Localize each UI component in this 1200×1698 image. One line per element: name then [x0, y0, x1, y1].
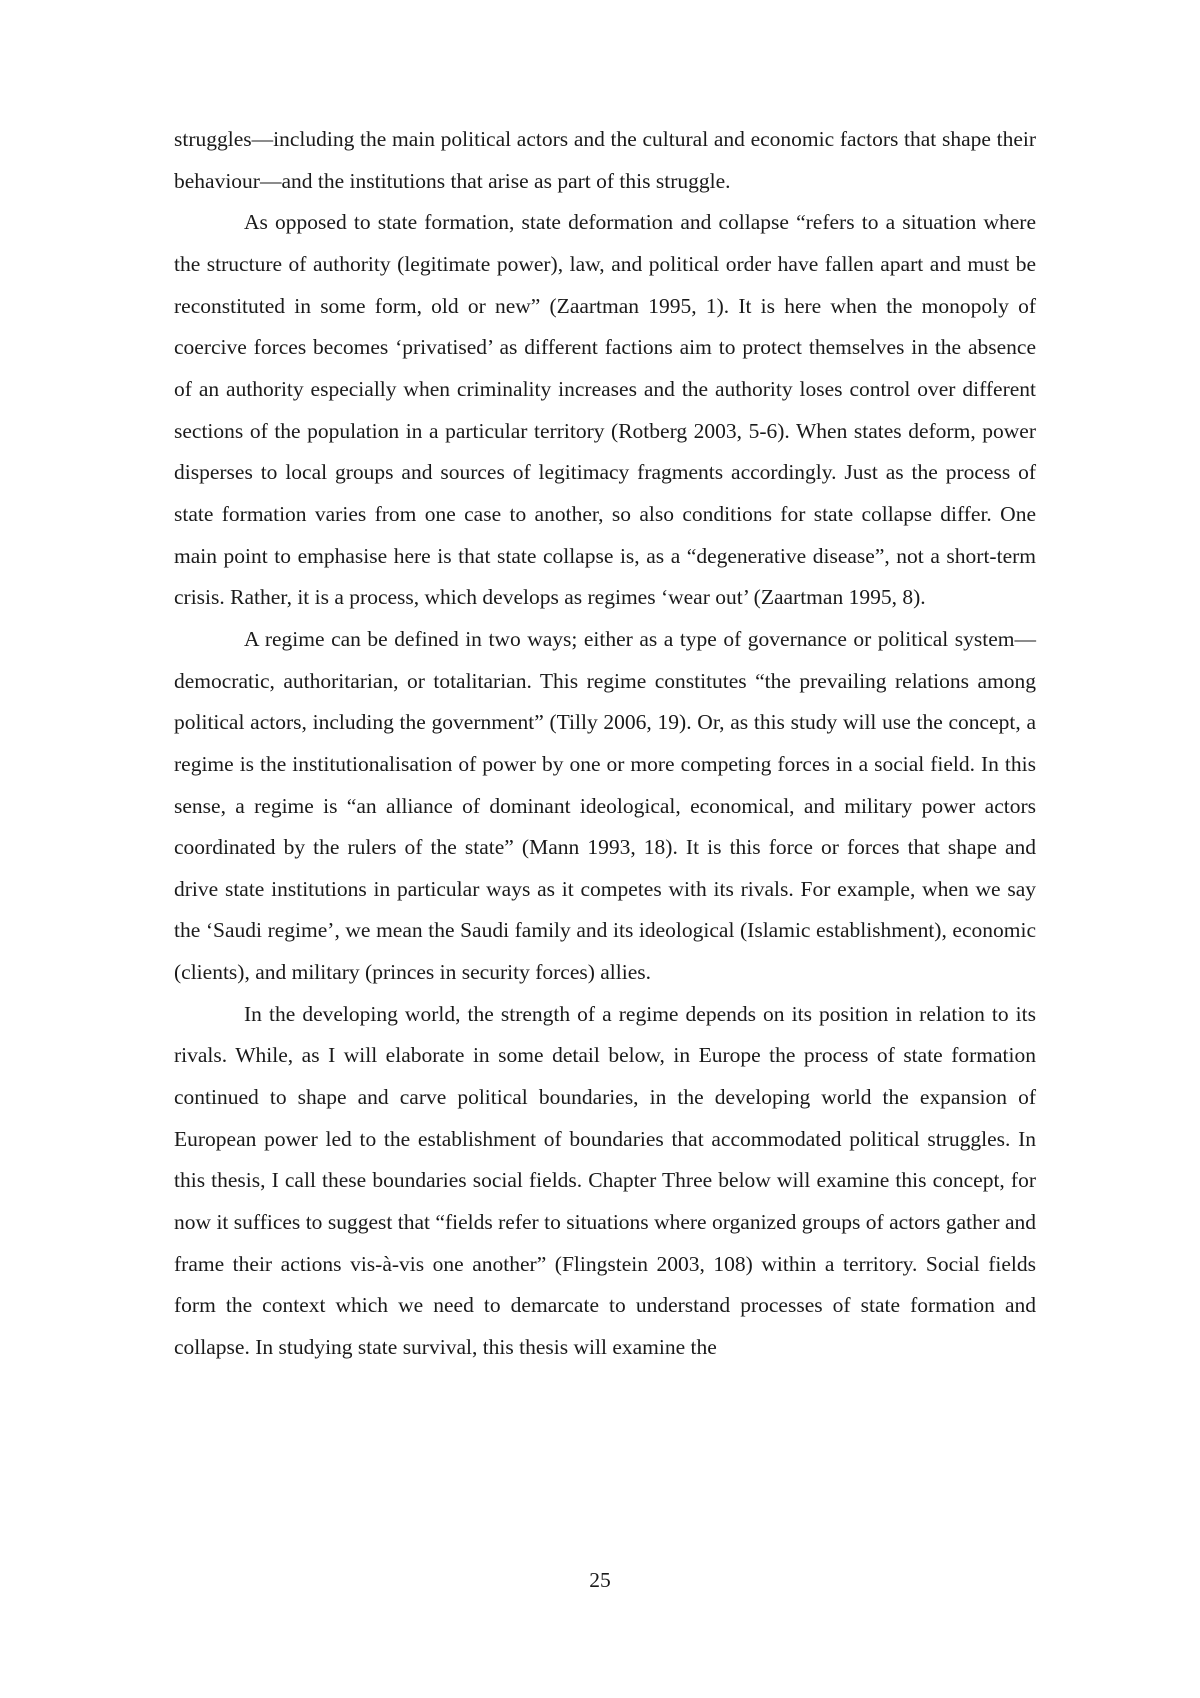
body-text [174, 119, 1036, 1369]
paragraph-regime-definition: A regime can be defined in two ways; either as a type of governance or political system—democratic, authoritarian, or totalitarian. This regime constitutes “the prevailing relations among political actors, including the government” (Tilly 2006, 19). Or, as this study will use the concept, a regime is the institutionalisation of power by one or more competing forces in a social field. In this sense, a regime is “an alliance of dominant ideological, economical, and military power actors coordinated by the rulers of the state” (Mann 1993, 18). It is this force or forces that shape and drive state institutions in particular ways as it competes with its rivals. For example, when we say the ‘Saudi regime’, we mean the Saudi family and its ideological (Islamic establishment), economic (clients), and military (princes in security forces) allies. [174, 626, 1036, 985]
page-number: 25 [589, 1568, 611, 1592]
paragraph-continuation: struggles—including the main political actors and the cultural and economic factors that shape their behaviour—and the institutions that arise as part of this struggle. [174, 127, 1036, 193]
paragraph-state-deformation: As opposed to state formation, state deformation and collapse “refers to a situation where the structure of authority (legitimate power), law, and political order have fallen apart and must be reconstituted in some form, old or new” (Zaartman 1995, 1). It is here when the monopoly of coercive forces becomes ‘privatised’ as different factions aim to protect themselves in the absence of an authority especially when criminality increases and the authority loses control over different sections of the population in a particular territory (Rotberg 2003, 5-6). When states deform, power disperses to local groups and sources of legitimacy fragments accordingly. Just as the process of state formation varies from one case to another, so also conditions for state collapse differ. One main point to emphasise here is that state collapse is, as a “degenerative disease”, not a short-term crisis. Rather, it is a process, which develops as regimes ‘wear out’ (Zaartman 1995, 8). [174, 210, 1036, 610]
paragraph-developing-world: In the developing world, the strength of a regime depends on its position in relation to its rivals. While, as I will elaborate in some detail below, in Europe the process of state formation continued to shape and carve political boundaries, in the developing world the expansion of European power led to the establishment of boundaries that accommodated political struggles. In this thesis, I call these boundaries social fields. Chapter Three below will examine this concept, for now it suffices to suggest that “fields refer to situations where organized groups of actors gather and frame their actions vis-à-vis one another” (Flingstein 2003, 108) within a territory. Social fields form the context which we need to demarcate to understand processes of state formation and collapse. In studying state survival, this thesis will examine the [174, 1001, 1036, 1360]
